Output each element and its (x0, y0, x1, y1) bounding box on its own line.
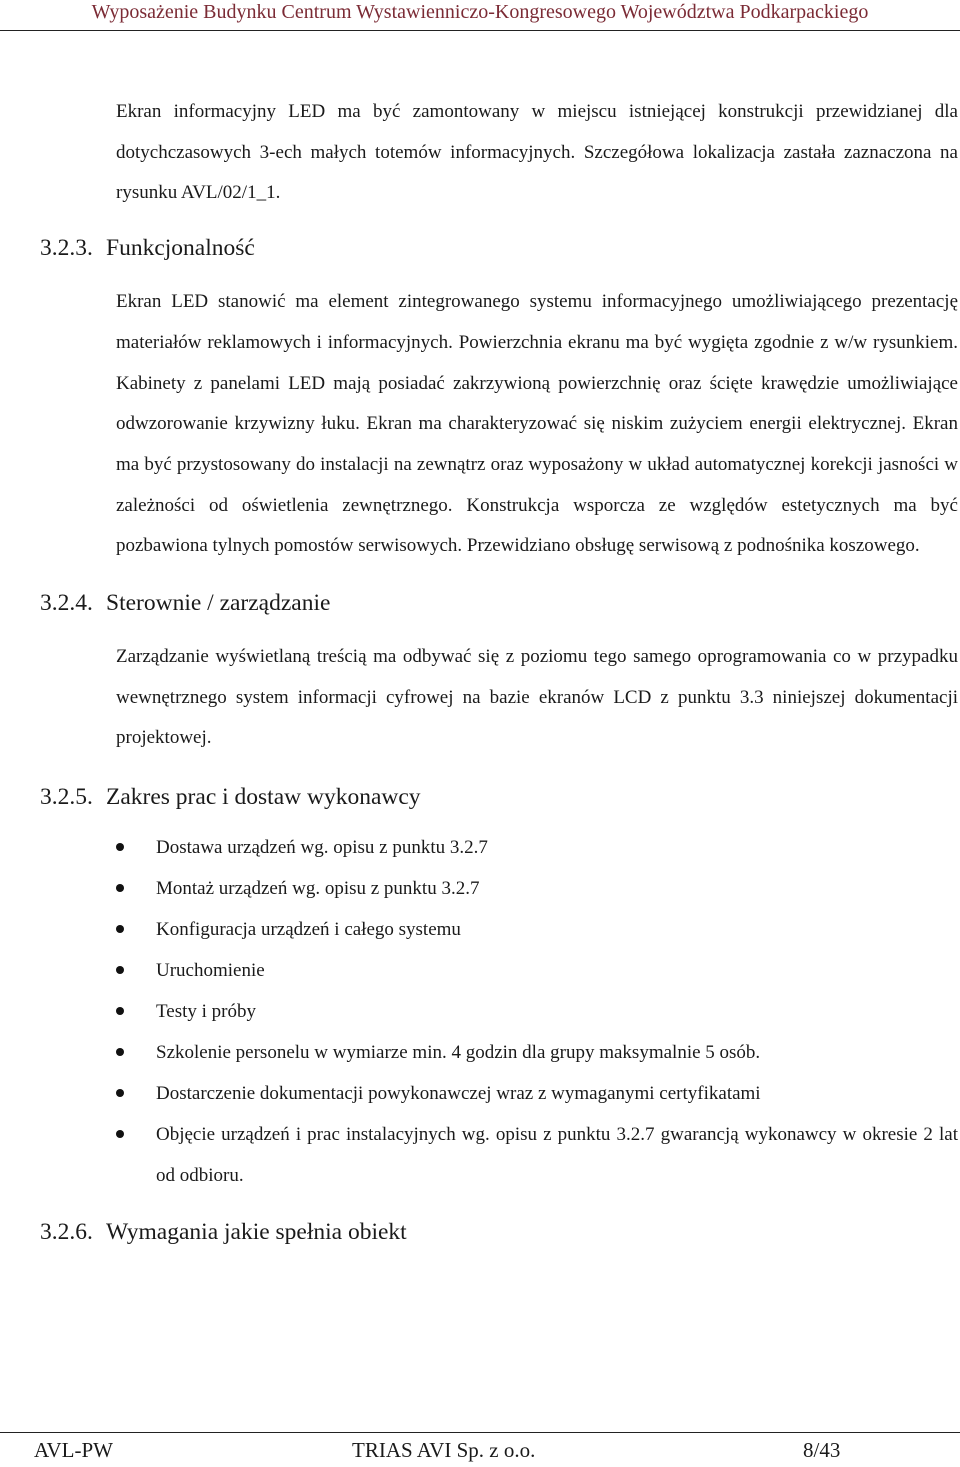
bullet-icon (116, 843, 124, 851)
section-title: Funkcjonalność (106, 235, 255, 262)
section-number: 3.2.3. (40, 235, 93, 262)
bullet-icon (116, 966, 124, 974)
bullet-icon (116, 925, 124, 933)
management-paragraph: Zarządzanie wyświetlaną treścią ma odbywać się z poziomu tego samego oprogramowania co w przypadku wewnętrznego system informacji cyfrowej na bazie ekranów LCD z punktu 3.3 niniejszej dokumentacji projektowej. (116, 646, 958, 749)
intro-paragraph: Ekran informacyjny LED ma być zamontowany w miejscu istniejącej konstrukcji przewidzianej dla dotychczasowych 3-ech małych totemów informacyjnych. Szczegółowa lokalizacja zastała zaznaczona na rysunku AVL/02/1_1. (116, 101, 958, 204)
section-heading-management (40, 583, 958, 623)
bullet-icon (116, 1089, 124, 1097)
page-footer (0, 1432, 960, 1467)
bullet-icon (116, 1007, 124, 1015)
list-item: Dostawa urządzeń wg. opisu z punktu 3.2.7 (116, 827, 958, 868)
section-title: Zakres prac i dostaw wykonawcy (106, 784, 421, 811)
functionality-paragraph: Ekran LED stanowić ma element zintegrowanego systemu informacyjnego umożliwiającego prezentację materiałów reklamowych i informacyjnych. Powierzchnia ekranu ma być wygięta zgodnie z w/w rysunkiem. Kabinety z panelami LED mają posiadać zakrzywioną powierzchnię oraz ścięte krawędzie umożliwiające odwzorowanie krzywizny łuku. Ekran ma charakteryzować się niskim zużyciem energii elektrycznej. Ekran ma być przystosowany do instalacji na zewnątrz oraz wyposażony w układ automatycznej korekcji jasności w zależności od oświetlenia zewnętrznego. Konstrukcja wsporcza ze względów estetycznych ma być pozbawiona tylnych pomostów serwisowych. Przewidziano obsługę serwisową z podnośnika koszowego. (116, 291, 958, 557)
list-item: Uruchomienie (116, 950, 958, 991)
scope-list (116, 827, 958, 1196)
footer-doc-code: AVL-PW (34, 1438, 113, 1462)
bullet-icon (116, 884, 124, 892)
page-header (0, 0, 960, 31)
section-number: 3.2.5. (40, 784, 93, 811)
footer-company: TRIAS AVI Sp. z o.o. (352, 1438, 536, 1462)
list-item: Objęcie urządzeń i prac instalacyjnych wg. opisu z punktu 3.2.7 gwarancją wykonawcy w okresie 2 lat od odbioru. (116, 1114, 958, 1196)
list-item: Montaż urządzeń wg. opisu z punktu 3.2.7 (116, 868, 958, 909)
bullet-icon (116, 1048, 124, 1056)
section-title: Sterownie / zarządzanie (106, 590, 331, 617)
footer-page-number: 8/43 (803, 1438, 841, 1462)
list-item: Testy i próby (116, 991, 958, 1032)
section-number: 3.2.6. (40, 1219, 93, 1246)
document-body (40, 92, 958, 1252)
header-title: Wyposażenie Budynku Centrum Wystawienniczo-Kongresowego Województwa Podkarpackiego (91, 1, 869, 23)
list-item: Szkolenie personelu w wymiarze min. 4 godzin dla grupy maksymalnie 5 osób. (116, 1032, 958, 1073)
list-item: Konfiguracja urządzeń i całego systemu (116, 909, 958, 950)
list-item: Dostarczenie dokumentacji powykonawczej wraz z wymaganymi certyfikatami (116, 1073, 958, 1114)
section-heading-scope (40, 777, 958, 817)
section-number: 3.2.4. (40, 590, 93, 617)
bullet-icon (116, 1130, 124, 1138)
section-title: Wymagania jakie spełnia obiekt (106, 1219, 407, 1246)
section-heading-requirements (40, 1212, 958, 1252)
section-heading-functionality (40, 228, 958, 268)
